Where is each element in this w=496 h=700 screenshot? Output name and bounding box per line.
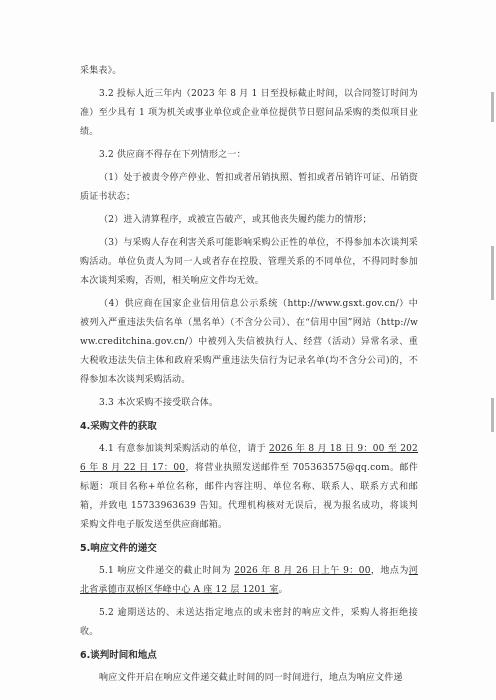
- paragraph-intro-tail: 采集表》。: [80, 66, 122, 76]
- exclusion-item-4: （4）供应商在国家企业信用信息公示系统（http://www.gsxt.gov.cn/）中被列入严重违法失信名单（黑名单）（不含分公司）、在“信用中国”网站（http://www.creditchina.gov.cn/）中被列入失信被执行人、经营（活动）异常名录、重大税收违法失信主体和政府采购严重违法失信行为记录名单(均不含分公司)的，不得参加本次谈判采购活动。: [80, 299, 418, 385]
- text-4-1-start: 4.1 有意参加谈判采购活动的单位，请于: [99, 444, 270, 454]
- section-heading-5: 5.响应文件的递交: [80, 543, 157, 554]
- paragraph-6: 响应文件开启在响应文件递交截止时间的同一时间进行，地点为响应文件递: [99, 673, 403, 683]
- paragraph-4-1: [80, 440, 418, 535]
- text-5-1-mid: ，地点为: [370, 566, 409, 576]
- paragraph-3-2-performance: 3.2 投标人近三年内（2023 年 8 月 1 日至投标截止时间，以合同签订时间为准）至少具有 1 项为机关或事业单位或企业单位提供节日慰问品采购的类似项目业绩。: [80, 89, 418, 137]
- section-heading-6: 6.谈判时间和地点: [80, 650, 157, 661]
- exclusion-item-1: （1）处于被责令停产停业、暂扣或者吊销执照、暂扣或者吊销许可证、吊销资质证书状态；: [80, 173, 418, 202]
- submission-location: 河北省承德市双桥区华峰中心 A 座 12 层 1201 室: [80, 566, 418, 595]
- paragraph-5-1: [80, 562, 418, 600]
- paragraph-3-2-exclusions: 3.2 供应商不得存在下列情形之一：: [99, 150, 246, 160]
- registration-period: 2026 年 8 月 18 日 9：00 至 2026 年 8 月 22 日 17：00: [80, 444, 418, 473]
- submission-deadline: 2026 年 8 月 26 日上午 9：00: [234, 566, 371, 576]
- scan-edge-mark: [491, 246, 494, 300]
- text-4-1-rest: ，将营业执照发送邮件至 705363575@qq.com。邮件标题：项目名称+单位名称，邮件内容注明、单位名称、联系人、联系方式和邮箱，并致电 15733963639 告知。代理机构核对无误后，视为报名成功，将谈判采购文件电子版发送至供应商邮箱。: [80, 463, 418, 530]
- exclusion-item-2: （2）进入清算程序，或被宣告破产，或其他丧失履约能力的情形；: [99, 215, 372, 225]
- paragraph-3-3: 3.3 本次采购不接受联合体。: [99, 398, 219, 408]
- scan-edge-mark: [491, 92, 494, 122]
- scan-edge-mark: [491, 398, 494, 432]
- paragraph-5-2: 5.2 逾期送达的、未送达指定地点的或未密封的响应文件，采购人将拒绝接收。: [80, 608, 418, 637]
- text-5-1-end: 。: [278, 585, 288, 595]
- section-heading-4: 4.采购文件的获取: [80, 421, 157, 432]
- document-body: [80, 62, 418, 692]
- exclusion-item-3: （3）与采购人存在利害关系可能影响采购公正性的单位，不得参加本次谈判采购活动。单位负责人为同一人或者存在控股、管理关系的不同单位，不得同时参加本次谈判采购，否则，相关响应文件均无效。: [80, 238, 418, 286]
- text-5-1-start: 5.1 响应文件递交的截止时间为: [99, 566, 235, 576]
